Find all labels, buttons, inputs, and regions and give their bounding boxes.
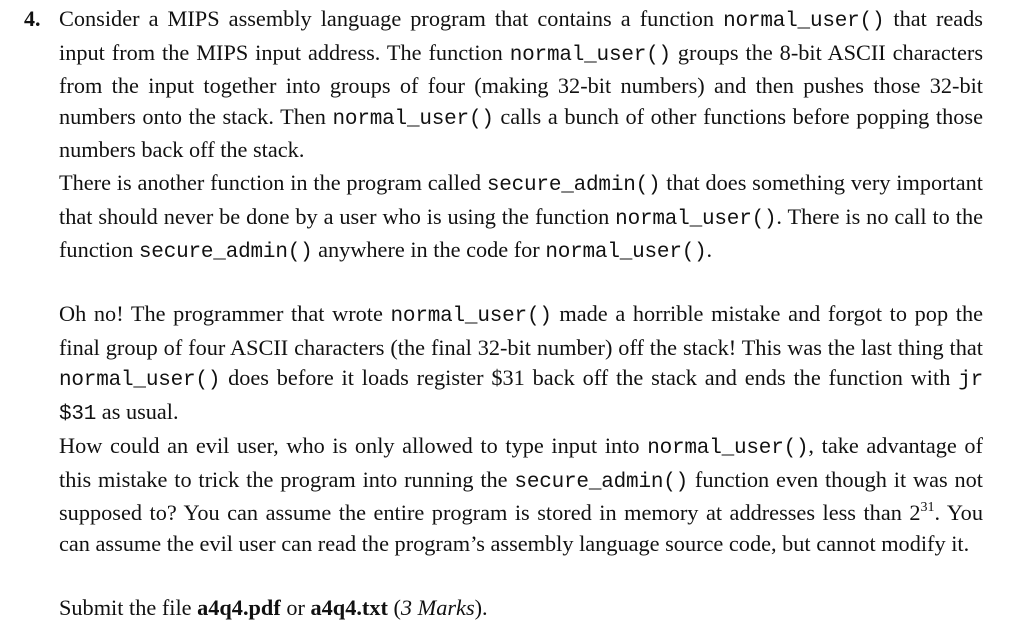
- code-normal-user: normal_user(): [615, 207, 777, 231]
- filename-pdf: a4q4.pdf: [197, 595, 281, 620]
- marks: 3 Marks: [400, 595, 475, 620]
- code-normal-user: normal_user(): [332, 107, 494, 131]
- paragraph-submit: [59, 593, 983, 624]
- paragraph-intro: [59, 4, 983, 166]
- code-secure-admin: secure_admin(): [514, 470, 689, 494]
- text: does before it loads register $31 back off the stack and ends the function with: [220, 365, 959, 390]
- text: or: [280, 595, 311, 620]
- text: Submit the file: [59, 595, 198, 620]
- code-normal-user: normal_user(): [59, 369, 221, 392]
- text: There is another function in the program called: [59, 170, 487, 195]
- code-normal-user: normal_user(): [390, 305, 552, 328]
- text: function even though it was not supposed to? You can assume the entire program is stored in memory at addresses less than 2: [59, 466, 984, 525]
- code-normal-user: normal_user(): [723, 10, 885, 33]
- question-number: 4.: [24, 6, 41, 31]
- text: , take advantage of this mistake to trick the program into running the: [59, 433, 983, 492]
- text: . You can assume the evil user can read the program’s assembly language source code, but cannot modify it.: [59, 500, 983, 556]
- code-normal-user: normal_user(): [509, 43, 671, 67]
- text: (: [387, 595, 401, 620]
- paragraph-question: [59, 431, 983, 559]
- text: .: [706, 237, 713, 262]
- text: that reads input from the MIPS input address. The function: [59, 6, 983, 65]
- exponent: 31: [920, 500, 935, 515]
- text: as usual.: [96, 398, 179, 424]
- text: that does something very important that should never be done by a user who is using the function: [59, 170, 983, 229]
- paragraph-secure-admin: [59, 168, 983, 269]
- text: How could an evil user, who is only allowed to type input into: [59, 433, 648, 458]
- text: anywhere in the code for: [312, 237, 546, 262]
- text: Oh no! The programmer that wrote: [59, 301, 391, 326]
- text: Consider a MIPS assembly language program that contains a function: [59, 6, 724, 31]
- filename-txt: a4q4.txt: [310, 595, 388, 620]
- code-normal-user: normal_user(): [545, 241, 707, 264]
- code-normal-user: normal_user(): [647, 437, 809, 460]
- text: groups the 8-bit ASCII characters from the input together into groups of four (making 32-bit numbers) and then pushes those 32-bit numbers onto the stack. Then: [59, 39, 984, 129]
- text: . There is no call to the function: [59, 203, 983, 262]
- code-secure-admin: secure_admin(): [138, 241, 313, 264]
- text: calls a bunch of other functions before popping those numbers back off the stack.: [59, 103, 983, 162]
- paragraph-mistake: [59, 299, 983, 430]
- text: made a horrible mistake and forgot to pop the final group of four ASCII characters (the final 32-bit number) off the stack! This was the last thing that: [59, 301, 983, 360]
- code-jr-31: jr $31: [59, 369, 983, 426]
- code-secure-admin: secure_admin(): [486, 174, 661, 197]
- text: ).: [474, 595, 488, 620]
